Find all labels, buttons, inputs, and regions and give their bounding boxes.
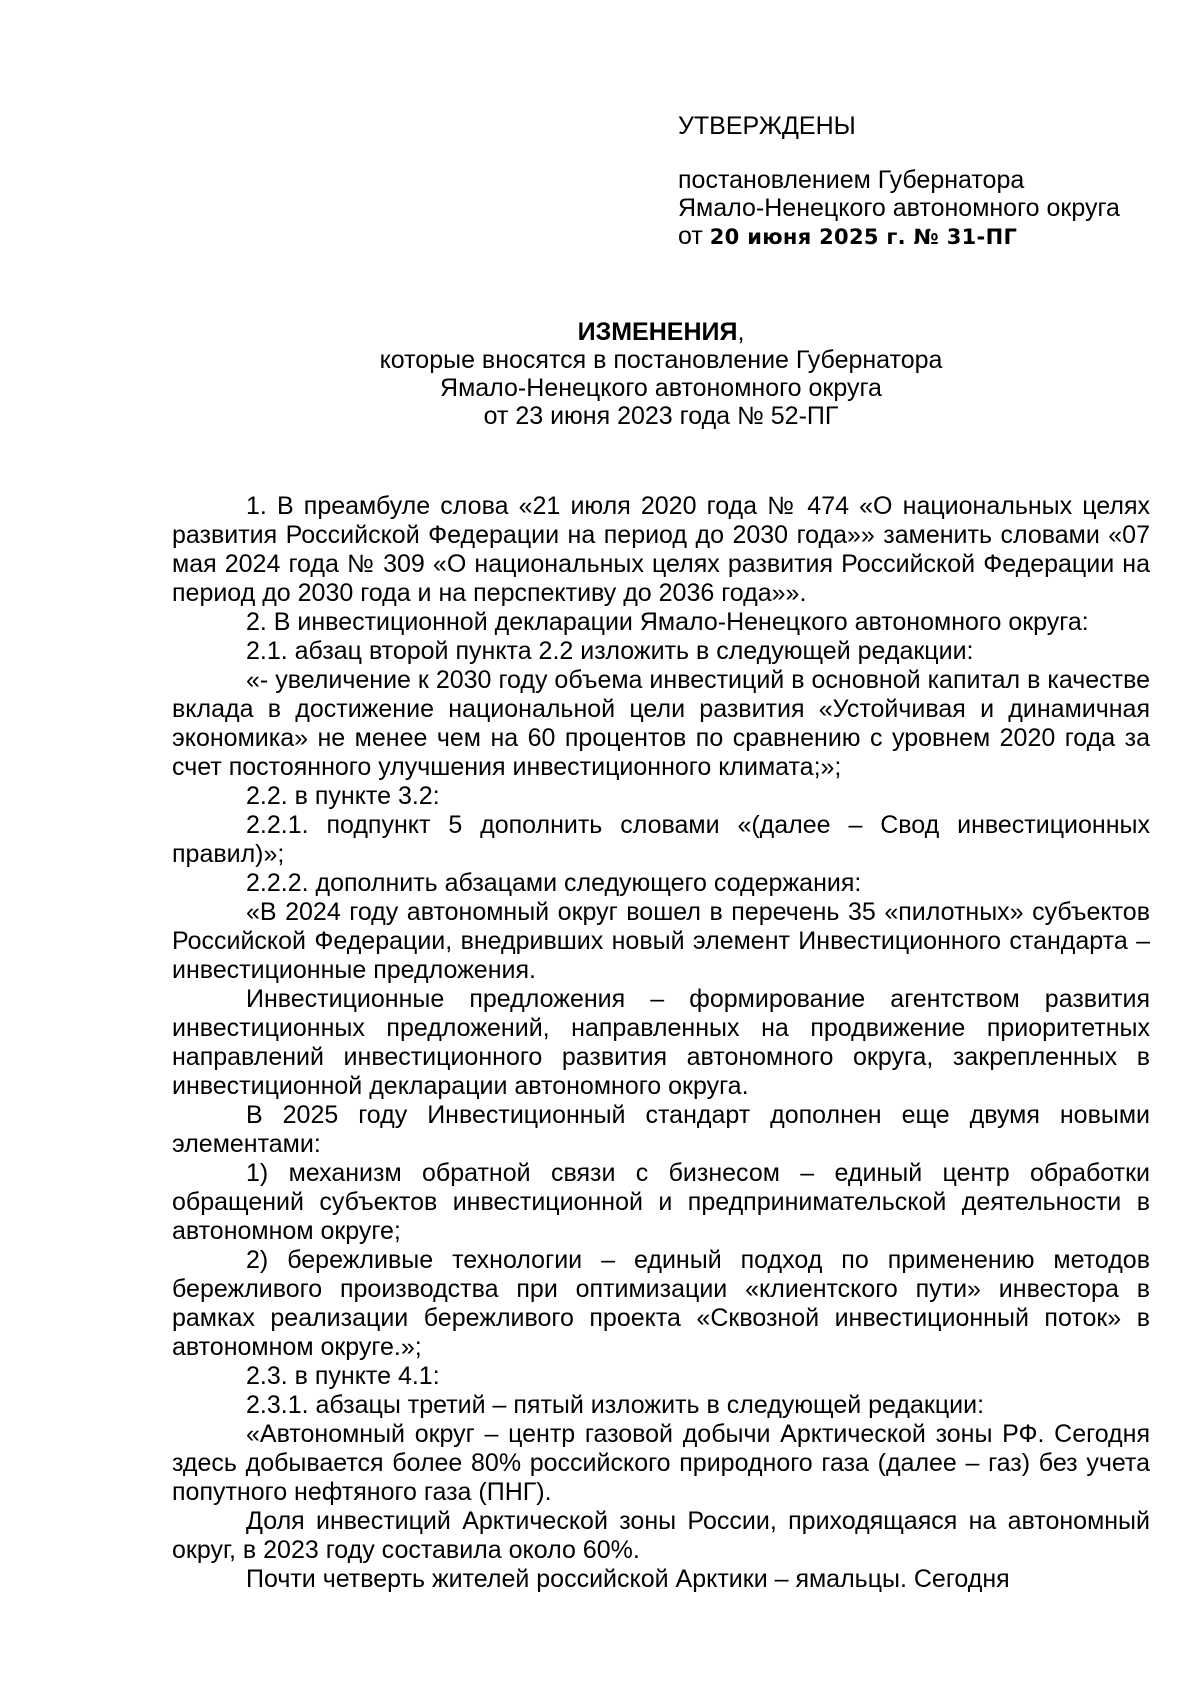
paragraph: Почти четверть жителей российской Арктики – ямальцы. Сегодня (246, 1565, 1010, 1593)
approval-heading: УТВЕРЖДЕНЫ (678, 112, 856, 140)
paragraph: Доля инвестиций Арктической зоны России, приходящаяся на автономный округ, в 2023 году составила около 60%. (172, 1507, 1150, 1564)
title-line-1: которые вносятся в постановление Губернатора (379, 346, 943, 374)
paragraph: «Автономный округ – центр газовой добычи Арктической зоны РФ. Сегодня здесь добывается более 80% российского природного газа (далее – газ) без учета попутного нефтяного газа (ПНГ). (172, 1420, 1150, 1506)
title-heading-suffix: , (737, 318, 745, 346)
paragraph: 2.1. абзац второй пункта 2.2 изложить в следующей редакции: (246, 637, 974, 665)
paragraph: В 2025 году Инвестиционный стандарт дополнен еще двумя новыми элементами: (172, 1101, 1150, 1158)
paragraph: «В 2024 году автономный округ вошел в перечень 35 «пилотных» субъектов Российской Федерации, внедривших новый элемент Инвестиционного стандарта – инвестиционные предложения. (172, 898, 1150, 984)
paragraph: 2.2. в пункте 3.2: (246, 782, 440, 810)
paragraph: 2. В инвестиционной декларации Ямало-Ненецкого автономного округа: (246, 608, 1089, 636)
approval-line-1: постановлением Губернатора (678, 166, 1025, 194)
paragraph: Инвестиционные предложения – формирование агентством развития инвестиционных предложений, направленных на продвижение приоритетных направлений инвестиционного развития автономного округа, закрепленных в инвестиционной декларации автономного округа. (172, 985, 1150, 1100)
approval-line-2: Ямало-Ненецкого автономного округа (678, 194, 1120, 222)
title-heading-line (172, 318, 1150, 346)
approval-date-number: 20 июня 2025 г. № 31-ПГ (709, 225, 1018, 249)
approval-block (678, 112, 1148, 251)
paragraph: «- увеличение к 2030 году объема инвестиций в основной капитал в качестве вклада в достижение национальной цели развития «Устойчивая и динамичная экономика» не менее чем на 60 процентов по сравнению с уровнем 2020 года за счет постоянного улучшения инвестиционного климата;»; (172, 666, 1150, 781)
title-line-2: Ямало-Ненецкого автономного округа (440, 374, 882, 402)
approval-date-line (678, 222, 1148, 251)
paragraph: 2) бережливые технологии – единый подход по применению методов бережливого производства при оптимизации «клиентского пути» инвестора в рамках реализации бережливого проекта «Сквозной инвестиционный поток» в автономном округе.»; (172, 1246, 1150, 1361)
paragraph: 1) механизм обратной связи с бизнесом – единый центр обработки обращений субъектов инвестиционной и предпринимательской деятельности в автономном округе; (172, 1159, 1150, 1245)
document-body (172, 492, 1150, 1594)
paragraph: 2.3. в пункте 4.1: (246, 1362, 440, 1390)
paragraph: 2.2.1. подпункт 5 дополнить словами «(далее – Свод инвестиционных правил)»; (172, 811, 1150, 868)
paragraph: 2.2.2. дополнить абзацами следующего содержания: (246, 869, 862, 897)
paragraph: 2.3.1. абзацы третий – пятый изложить в следующей редакции: (246, 1391, 985, 1419)
paragraph: 1. В преамбуле слова «21 июля 2020 года № 474 «О национальных целях развития Российской Федерации на период до 2030 года»» заменить словами «07 мая 2024 года № 309 «О национальных целях развития Российской Федерации на период до 2030 года и на перспективу до 2036 года»». (172, 492, 1150, 607)
approval-from-prefix: от (678, 222, 710, 250)
title-heading: ИЗМЕНЕНИЯ (577, 318, 738, 346)
title-line-3: от 23 июня 2023 года № 52-ПГ (483, 402, 839, 430)
document-title (172, 318, 1150, 430)
